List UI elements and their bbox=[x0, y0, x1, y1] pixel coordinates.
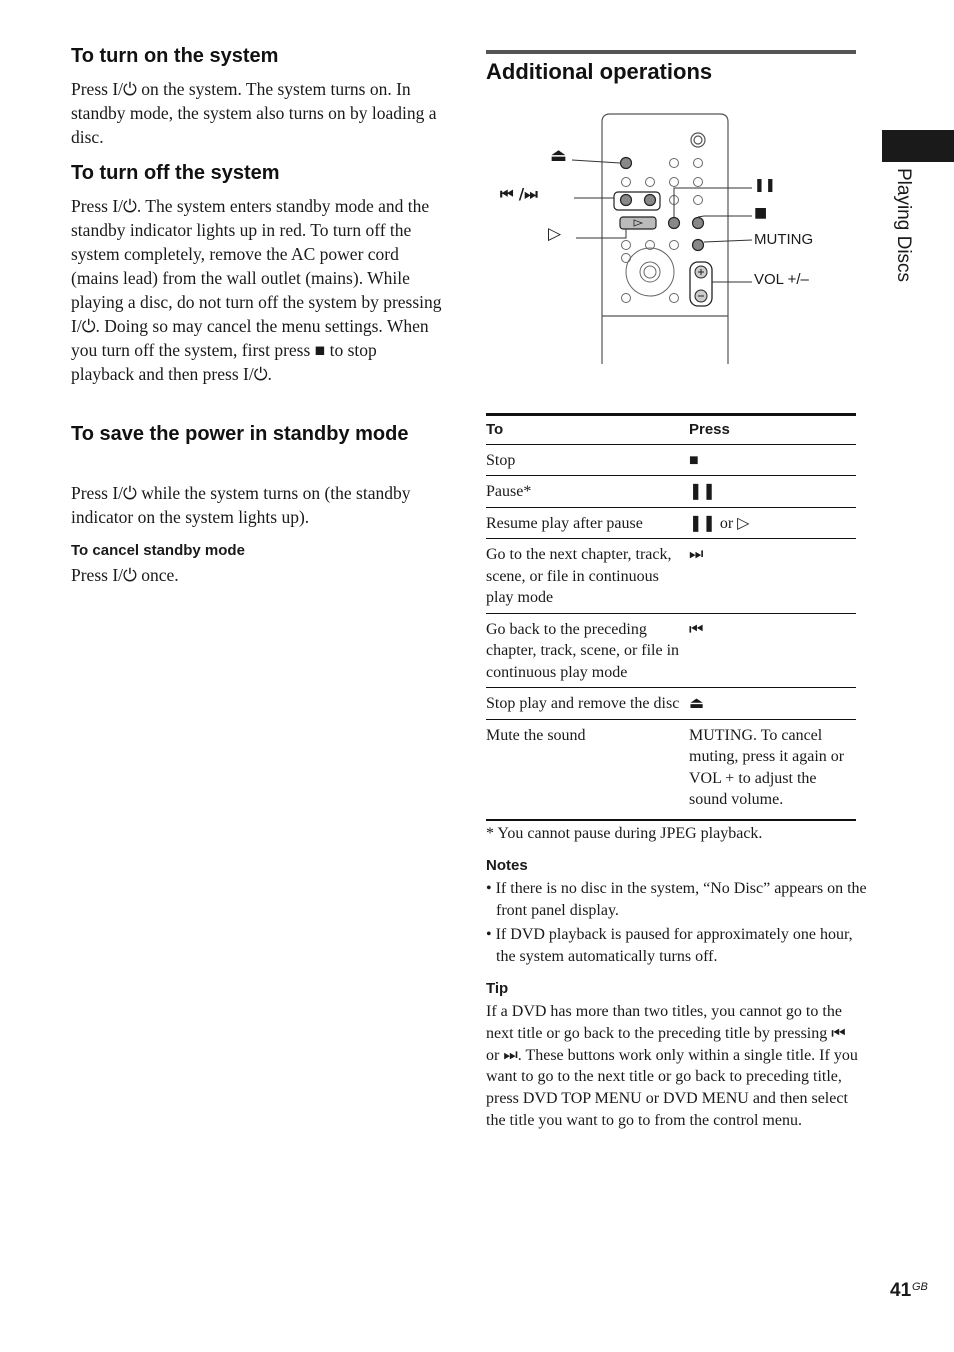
table-cell: Stop bbox=[486, 444, 689, 476]
operations-table bbox=[486, 413, 856, 821]
diagram-label-play: ▷ bbox=[548, 224, 562, 244]
stop-button bbox=[693, 218, 704, 229]
table-cell: Stop play and remove the disc bbox=[486, 688, 689, 720]
table-cell: Go to the next chapter, track, scene, or file in continuous play mode bbox=[486, 539, 689, 614]
table-cell: ❚❚ or ▷ bbox=[689, 507, 856, 539]
diagram-label-stop: ■ bbox=[754, 205, 768, 221]
turn-off-heading: To turn off the system bbox=[71, 162, 280, 184]
page-number-suffix: GB bbox=[912, 1281, 928, 1293]
section-tab bbox=[882, 130, 954, 162]
section-label bbox=[892, 168, 916, 313]
tip-body: If a DVD has more than two titles, you cannot go to the next title or go back to the preceding title by pressing ⏮ or ⏭. These buttons work only within a single title. If you want to go to the next title or go back to preceding title, press DVD TOP MENU or DVD MENU and then select the title you want to go to from the control menu. bbox=[486, 1003, 858, 1129]
notes-heading: Notes bbox=[486, 857, 528, 874]
table-cell: ⏭ bbox=[689, 539, 856, 614]
cancel-standby-heading: To cancel standby mode bbox=[71, 542, 245, 559]
note-item: • If there is no disc in the system, “No Disc” appears on the front panel display. bbox=[486, 880, 867, 919]
diagram-label-muting: MUTING bbox=[754, 231, 814, 248]
next-button bbox=[645, 195, 656, 206]
section-label-text: Playing Discs bbox=[893, 168, 914, 283]
turn-off-body: Press I/⏻. The system enters standby mode and the standby indicator lights up in red. To turn off the system completely, remove the AC power cord (mains lead) from the wall outlet (mains). While playing a disc, do not turn off the system by pressing I/⏻. Doing so may cancel the menu settings. When you turn off the system, first press ■ to stop playback and then press I/⏻. bbox=[71, 196, 442, 384]
eject-button bbox=[621, 158, 632, 169]
table-cell: ⏮ bbox=[689, 613, 856, 688]
table-cell: ■ bbox=[689, 444, 856, 476]
note-item: • If DVD playback is paused for approximately one hour, the system automatically turns off. bbox=[486, 926, 853, 965]
table-row bbox=[486, 688, 856, 720]
table-cell: Go back to the preceding chapter, track, scene, or file in continuous play mode bbox=[486, 613, 689, 688]
column-header: To bbox=[486, 415, 689, 445]
table-cell: MUTING. To cancel muting, press it again or VOL + to adjust the sound volume. bbox=[689, 726, 845, 808]
diagram-label-vol: VOL +/– bbox=[754, 271, 809, 288]
page-number: 41 bbox=[890, 1280, 912, 1301]
pause-button bbox=[669, 218, 680, 229]
tip-heading: Tip bbox=[486, 980, 509, 997]
save-power-body: Press I/⏻ while the system turns on (the standby indicator on the system lights up). bbox=[71, 483, 411, 527]
cancel-standby-body: Press I/⏻ once. bbox=[71, 565, 179, 585]
turn-on-heading: To turn on the system bbox=[71, 45, 279, 67]
table-row bbox=[486, 613, 856, 688]
table-row bbox=[486, 719, 856, 820]
additional-operations-heading: Additional operations bbox=[486, 59, 713, 84]
table-cell: Resume play after pause bbox=[486, 507, 689, 539]
section-rule bbox=[486, 50, 856, 54]
table-header-row bbox=[486, 415, 856, 445]
prev-button bbox=[621, 195, 632, 206]
table-cell: ❚❚ bbox=[689, 476, 856, 508]
table-row bbox=[486, 507, 856, 539]
table-cell: ⏏ bbox=[689, 688, 856, 720]
table-cell: Mute the sound bbox=[486, 726, 586, 744]
table-cell: Pause* bbox=[486, 476, 689, 508]
muting-button bbox=[693, 240, 704, 251]
diagram-label-eject: ⏏ bbox=[550, 145, 568, 165]
diagram-label-skip: ⏮ /⏭ bbox=[500, 185, 538, 203]
table-row bbox=[486, 539, 856, 614]
table-row bbox=[486, 476, 856, 508]
diagram-label-pause: ❚❚ bbox=[754, 178, 776, 193]
table-footnote: * You cannot pause during JPEG playback. bbox=[486, 825, 763, 842]
table-row bbox=[486, 444, 856, 476]
save-power-heading: To save the power in standby mode bbox=[71, 423, 409, 445]
column-header: Press bbox=[689, 415, 856, 445]
turn-on-body: Press I/⏻ on the system. The system turns on. In standby mode, the system also turns on by loading a disc. bbox=[71, 79, 437, 147]
